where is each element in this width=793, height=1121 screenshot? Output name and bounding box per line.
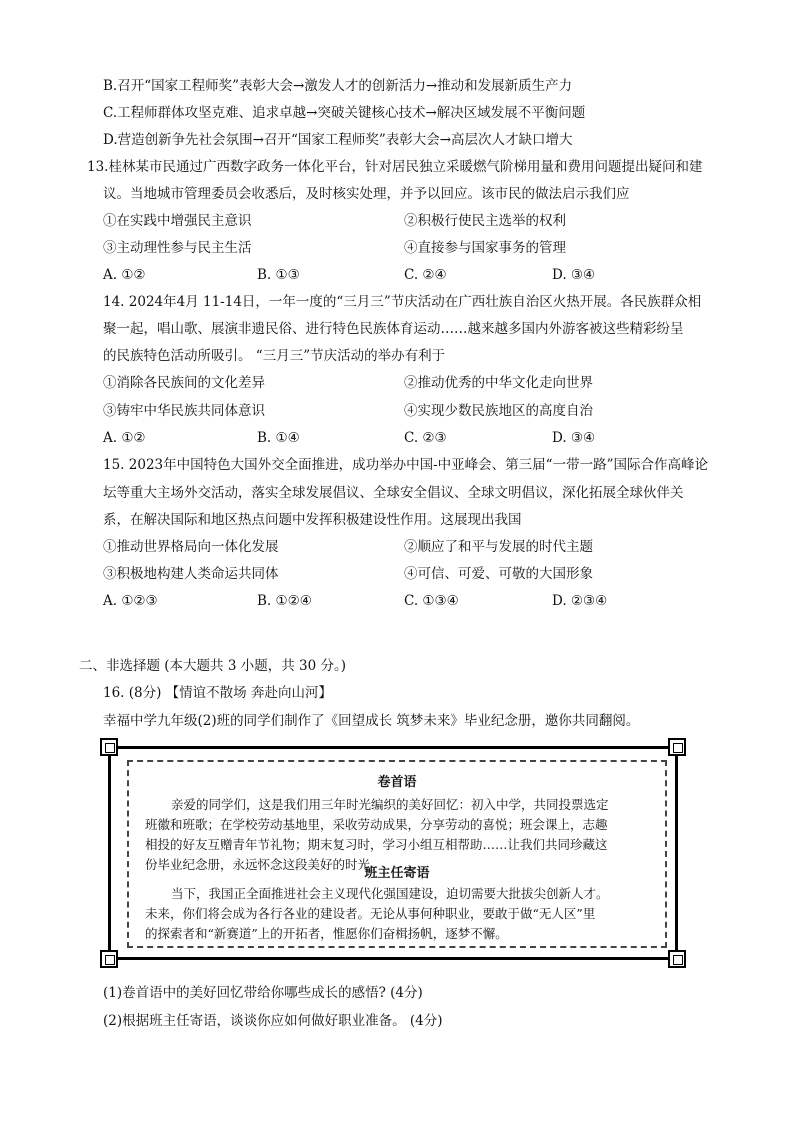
q15-choice-a: A. ①②③ — [103, 593, 158, 609]
teacher-message-heading: 班主任寄语 — [364, 866, 430, 881]
section-heading: 二、非选择题 (本大题共 3 小题，共 30 分。) — [79, 658, 347, 674]
preface-line-2: 班徽和班歌；在学校劳动基地里，采收劳动成果，分享劳动的喜悦；班会课上，志趣 — [145, 817, 608, 832]
q14-choice-d: D. ③④ — [552, 430, 596, 446]
preface-line-4: 份毕业纪念册，永远怀念这段美好的时光。 — [145, 857, 383, 872]
q15-item-3: ③积极地构建人类命运共同体 — [103, 566, 279, 582]
q15-item-1: ①推动世界格局向一体化发展 — [103, 539, 279, 555]
q13-item-3: ③主动理性参与民主生活 — [103, 240, 252, 256]
q14-item-1: ①消除各民族间的文化差异 — [103, 375, 265, 391]
q14-item-3: ③铸牢中华民族共同体意识 — [103, 403, 265, 419]
q14-choice-a: A. ①② — [103, 430, 146, 446]
q15-stem-line1: 15. 2023年中国特色大国外交全面推进，成功举办中国-中亚峰会、第三届“一带一路”国际合作高峰论 — [103, 457, 708, 473]
frame-corner-ornament-icon — [100, 950, 118, 968]
q13-choice-a: A. ①② — [103, 267, 146, 283]
teacher-message-line-3: 的探索者和“新赛道”上的开拓者，惟愿你们奋楫扬帆，逐梦不懈。 — [145, 926, 508, 941]
q13-item-1: ①在实践中增强民主意识 — [103, 213, 252, 229]
q15-item-4: ④可信、可爱、可敬的大国形象 — [404, 566, 593, 582]
q14-stem-line3: 的民族特色活动所吸引。 “三月三”节庆活动的举办有利于 — [103, 348, 446, 364]
q12-option-c: C.工程师群体攻坚克难、追求卓越→突破关键核心技术→解决区域发展不平衡问题 — [103, 105, 586, 121]
frame-corner-ornament-icon — [668, 738, 686, 756]
q14-stem-line2: 聚一起，唱山歌、展演非遗民俗、进行特色民族体育运动……越来越多国内外游客被这些精彩纷呈 — [103, 321, 684, 337]
frame-corner-ornament-icon — [100, 738, 118, 756]
q16-sub-question-2: (2)根据班主任寄语，谈谈你应如何做好职业准备。 (4分) — [103, 1013, 443, 1029]
q15-stem-line3: 系，在解决国际和地区热点问题中发挥积极建设性作用。这展现出我国 — [103, 512, 522, 528]
q12-option-b: B.召开“国家工程师奖”表彰大会→激发人才的创新活力→推动和发展新质生产力 — [103, 78, 573, 94]
frame-corner-ornament-icon — [668, 950, 686, 968]
preface-line-3: 相投的好友互赠青年节礼物；期末复习时，学习小组互相帮助……让我们共同珍藏这 — [145, 837, 608, 852]
preface-line-1: 亲爱的同学们，这是我们用三年时光编织的美好回忆：初入中学，共同投票选定 — [171, 797, 609, 812]
q16-intro: 幸福中学九年级(2)班的同学们制作了《回望成长 筑梦未来》毕业纪念册，邀你共同翻阅。 — [103, 713, 640, 729]
q13-stem-line2: 议。当地城市管理委员会收悉后，及时核实处理，并予以回应。该市民的做法启示我们应 — [103, 186, 630, 202]
q12-option-d: D.营造创新争先社会氛围→召开“国家工程师奖”表彰大会→高层次人才缺口增大 — [103, 132, 573, 148]
q14-item-4: ④实现少数民族地区的高度自治 — [404, 403, 593, 419]
q14-choice-b: B. ①④ — [257, 430, 300, 446]
q16-title: 16. (8分) 【情谊不散场 奔赴向山河】 — [103, 685, 332, 701]
q14-item-2: ②推动优秀的中华文化走向世界 — [404, 375, 593, 391]
preface-heading: 卷首语 — [377, 775, 417, 790]
q13-item-4: ④直接参与国家事务的管理 — [404, 240, 566, 256]
teacher-message-line-2: 未来，你们将会成为各行各业的建设者。无论从事何种职业，要敢于做“无人区”里 — [145, 906, 596, 921]
q15-item-2: ②顺应了和平与发展的时代主题 — [404, 539, 593, 555]
q16-sub-question-1: (1)卷首语中的美好回忆带给你哪些成长的感悟? (4分) — [103, 985, 423, 1001]
q14-stem-line1: 14. 2024年4月 11-14日，一年一度的“三月三”节庆活动在广西壮族自治区火热开展。各民族群众相 — [103, 294, 702, 310]
q13-choice-d: D. ③④ — [552, 267, 596, 283]
q15-choice-d: D. ②③④ — [552, 593, 608, 609]
q15-choice-c: C. ①③④ — [404, 593, 459, 609]
q14-choice-c: C. ②③ — [404, 430, 447, 446]
teacher-message-line-1: 当下，我国正全面推进社会主义现代化强国建设，迫切需要大批拔尖创新人才。 — [171, 886, 609, 901]
q13-stem-line1: 13.桂林某市民通过广西数字政务一体化平台，针对居民独立采暖燃气阶梯用量和费用问题提出疑问和建 — [87, 159, 703, 175]
q15-stem-line2: 坛等重大主场外交活动，落实全球发展倡议、全球安全倡议、全球文明倡议，深化拓展全球伙伴关 — [103, 485, 684, 501]
q13-choice-b: B. ①③ — [257, 267, 300, 283]
q13-item-2: ②积极行使民主选举的权利 — [404, 213, 566, 229]
q13-choice-c: C. ②④ — [404, 267, 447, 283]
q15-choice-b: B. ①②④ — [257, 593, 312, 609]
